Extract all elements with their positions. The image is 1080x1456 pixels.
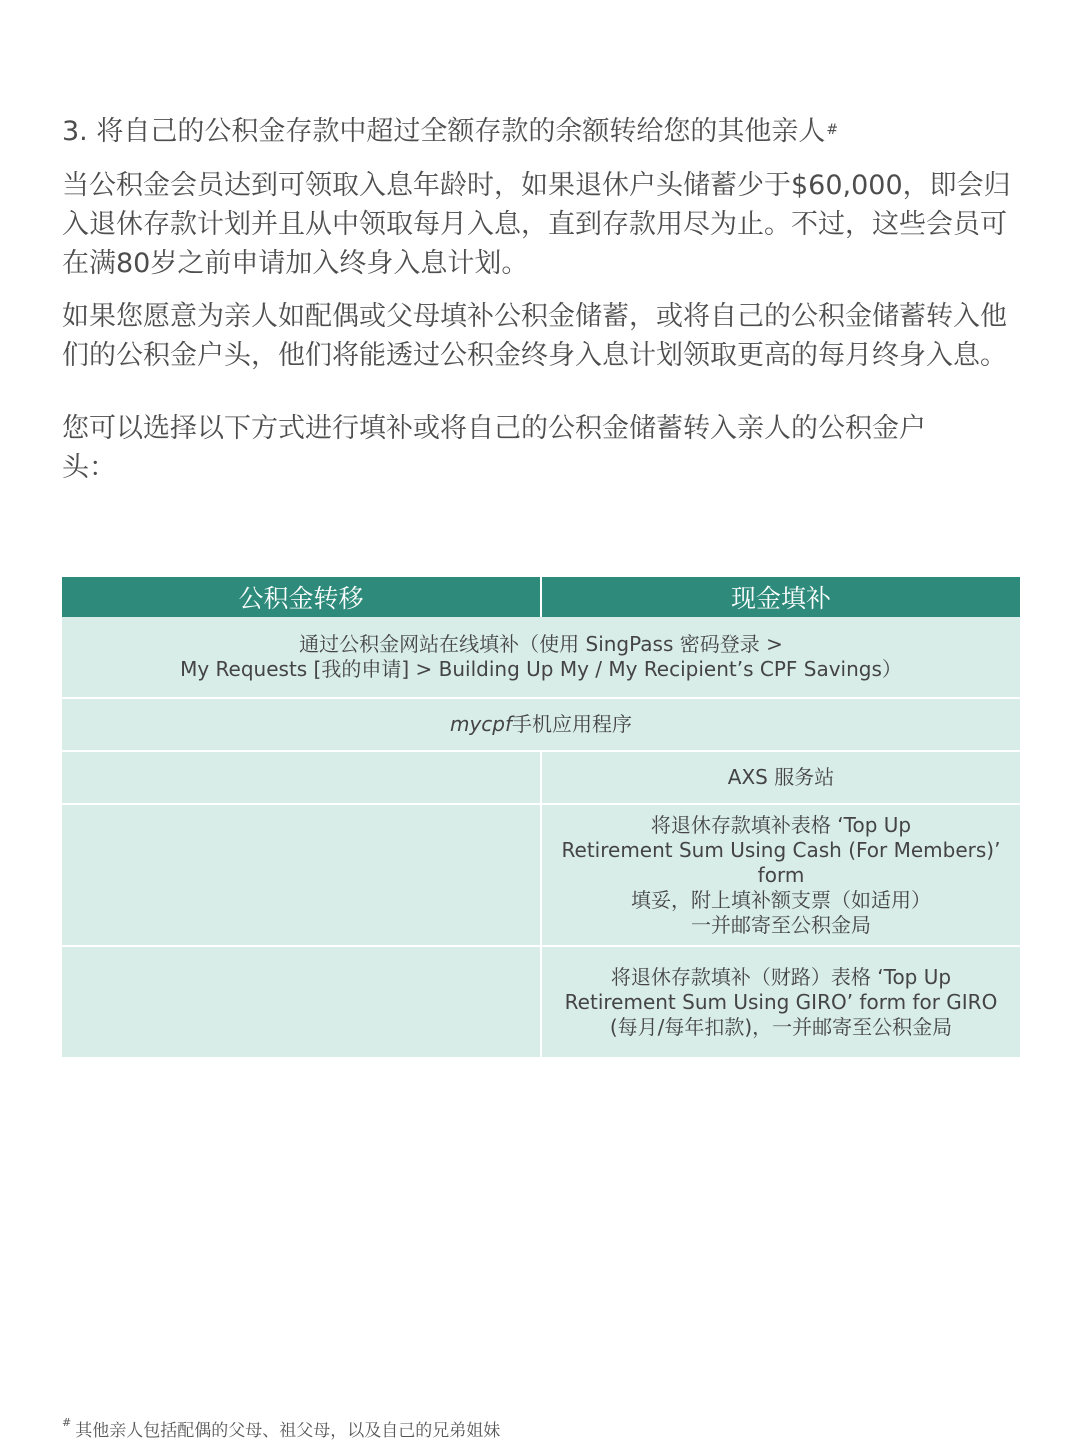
- cash-form-cell: [540, 805, 1020, 945]
- header-cpf-transfer: 公积金转移: [238, 584, 364, 613]
- mobile-app-cell: [62, 699, 1020, 750]
- section-heading: [62, 112, 1022, 152]
- cash-form-line1: 将退休存款填补表格 ‘Top Up: [650, 812, 912, 837]
- table-row: [62, 752, 1020, 805]
- mycpf-app-name: mycpf: [449, 712, 513, 736]
- giro-form-line3: (每月/每年扣款)，一并邮寄至公积金局: [609, 1014, 953, 1039]
- online-top-up-cell: [62, 617, 1020, 697]
- cash-form-line2: Retirement Sum Using Cash (For Members)’ form: [561, 837, 1001, 887]
- table-row: [62, 617, 1020, 699]
- mobile-app-label: 手机应用程序: [512, 712, 633, 736]
- empty-cell: [62, 947, 540, 1057]
- giro-form-cell: [540, 947, 1020, 1057]
- online-top-up-line2: My Requests [我的申请] > Building Up My / My Recipient’s CPF Savings）: [180, 657, 902, 681]
- paragraph-options-intro: 您可以选择以下方式进行填补或将自己的公积金储蓄转入亲人的公积金户头：: [62, 413, 926, 483]
- paragraph-retirement-scheme: 当公积金会员达到可领取入息年龄时，如果退休户头储蓄少于$60,000，即会归入退休存款计划并且从中领取每月入息，直到存款用尽为止。不过，这些会员可在满80岁之前申请加入终身入息计划。: [62, 170, 1011, 279]
- table-row: [62, 699, 1020, 752]
- empty-cell: [62, 805, 540, 945]
- footnote-text: 其他亲人包括配偶的父母、祖父母，以及自己的兄弟姐妹: [75, 1421, 501, 1441]
- paragraph-top-up-benefit: 如果您愿意为亲人如配偶或父母填补公积金储蓄，或将自己的公积金储蓄转入他们的公积金户头，他们将能透过公积金终身入息计划领取更高的每月终身入息。: [62, 301, 1007, 371]
- table-row: [62, 947, 1020, 1057]
- giro-form-line2: Retirement Sum Using GIRO’ form for GIRO: [564, 989, 998, 1014]
- top-up-methods-table: [62, 577, 1020, 1057]
- cash-form-line3: 填妥，附上填补额支票（如适用）: [631, 887, 931, 912]
- article-content: [62, 112, 1022, 501]
- table-row: [62, 805, 1020, 947]
- cash-form-line4: 一并邮寄至公积金局: [691, 912, 871, 937]
- header-cash-top-up: 现金填补: [540, 577, 1020, 617]
- footnote-mark: #: [62, 1416, 72, 1429]
- axs-station-cell: AXS 服务站: [540, 752, 1020, 803]
- footnote: [62, 1416, 500, 1441]
- online-top-up-line1: 通过公积金网站在线填补（使用 SingPass 密码登录 >: [299, 632, 783, 656]
- table-header-row: [62, 577, 1020, 617]
- heading-text: 3. 将自己的公积金存款中超过全额存款的余额转给您的其他亲人: [62, 116, 826, 147]
- empty-cell: [62, 752, 540, 803]
- heading-footnote-mark: #: [826, 122, 839, 138]
- giro-form-line1: 将退休存款填补（财路）表格 ‘Top Up: [610, 964, 952, 989]
